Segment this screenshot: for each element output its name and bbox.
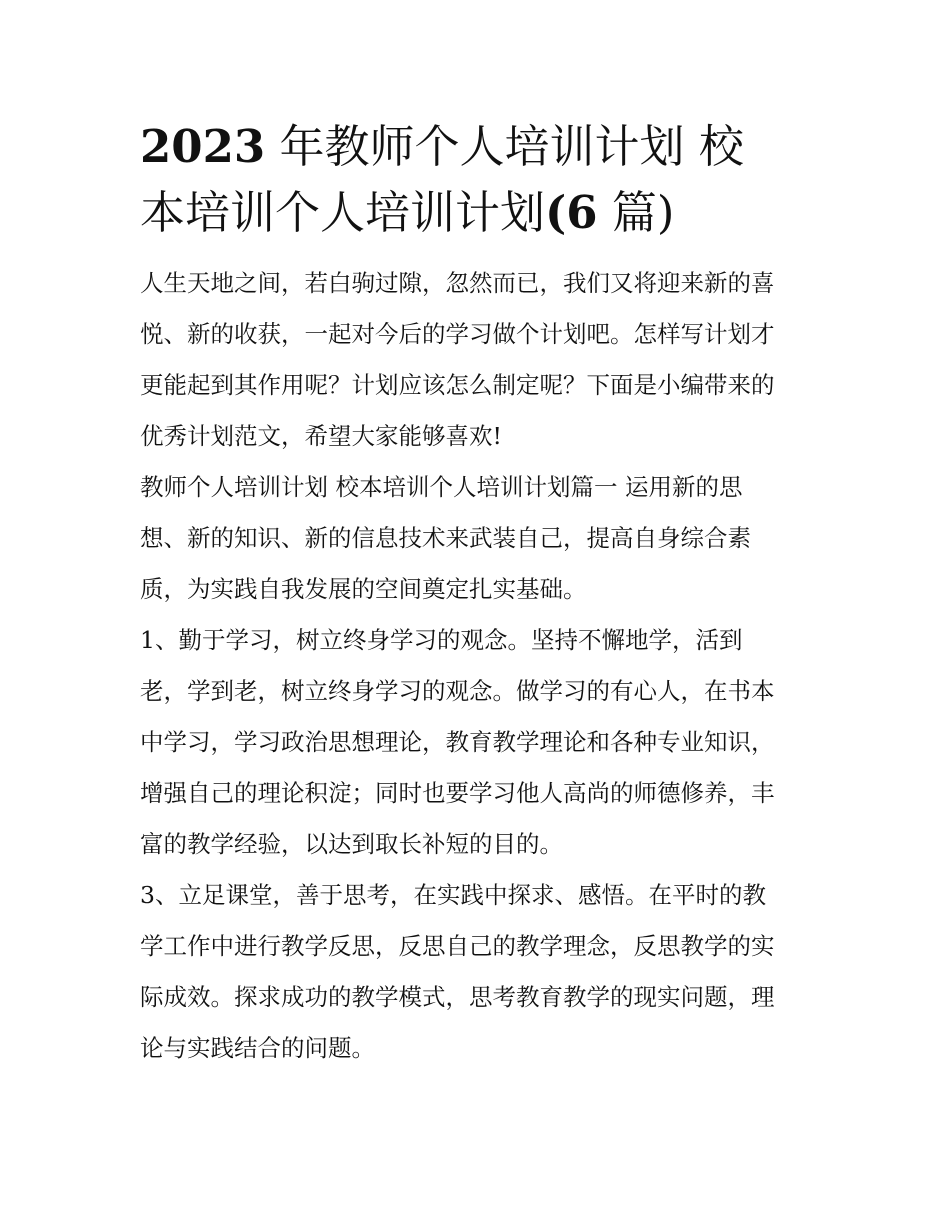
paragraph-line: 更能起到其作用呢？计划应该怎么制定呢？下面是小编带来的 bbox=[140, 371, 775, 399]
paragraph-line: 中学习，学习政治思想理论，教育教学理论和各种专业知识， bbox=[140, 728, 775, 756]
document-title bbox=[140, 114, 820, 246]
title-text-3: 篇) bbox=[597, 186, 675, 239]
paragraph-line: 学工作中进行教学反思，反思自己的教学理念，反思教学的实 bbox=[140, 932, 775, 960]
document-page bbox=[140, 114, 820, 1074]
paragraph-line: 际成效。探求成功的教学模式，思考教育教学的现实问题，理 bbox=[140, 983, 775, 1011]
title-count: (6 bbox=[545, 186, 598, 239]
title-year: 2023 bbox=[140, 120, 266, 173]
paragraph-line: 增强自己的理论积淀；同时也要学习他人高尚的师德修养，丰 bbox=[140, 779, 775, 807]
paragraph-section-1 bbox=[140, 462, 820, 615]
title-text-1: 年教师个人培训计划 校 bbox=[265, 120, 744, 173]
paragraph-item-1 bbox=[140, 615, 820, 870]
paragraph-line: 想、新的知识、新的信息技术来武装自己，提高自身综合素 bbox=[140, 524, 751, 552]
paragraph-line: 人生天地之间，若白驹过隙，忽然而已，我们又将迎来新的喜 bbox=[140, 269, 775, 297]
title-text-2: 本培训个人培训计划 bbox=[140, 186, 546, 239]
document-body bbox=[140, 258, 820, 1074]
paragraph-line: 论与实践结合的问题。 bbox=[140, 1034, 375, 1062]
title-line-2 bbox=[140, 180, 820, 246]
paragraph-line: 教师个人培训计划 校本培训个人培训计划篇一 运用新的思 bbox=[140, 473, 743, 501]
paragraph-line: 老，学到老，树立终身学习的观念。做学习的有心人，在书本 bbox=[140, 677, 775, 705]
paragraph-line: 3、立足课堂，善于思考，在实践中探求、感悟。在平时的教 bbox=[140, 881, 766, 909]
paragraph-line: 富的教学经验，以达到取长补短的目的。 bbox=[140, 830, 563, 858]
paragraph-intro bbox=[140, 258, 820, 462]
paragraph-item-3 bbox=[140, 870, 820, 1074]
paragraph-line: 悦、新的收获，一起对今后的学习做个计划吧。怎样写计划才 bbox=[140, 320, 775, 348]
paragraph-line: 优秀计划范文，希望大家能够喜欢! bbox=[140, 422, 502, 450]
title-line-1 bbox=[140, 114, 820, 180]
paragraph-line: 质，为实践自我发展的空间奠定扎实基础。 bbox=[140, 575, 587, 603]
paragraph-line: 1、勤于学习，树立终身学习的观念。坚持不懈地学，活到 bbox=[140, 626, 743, 654]
